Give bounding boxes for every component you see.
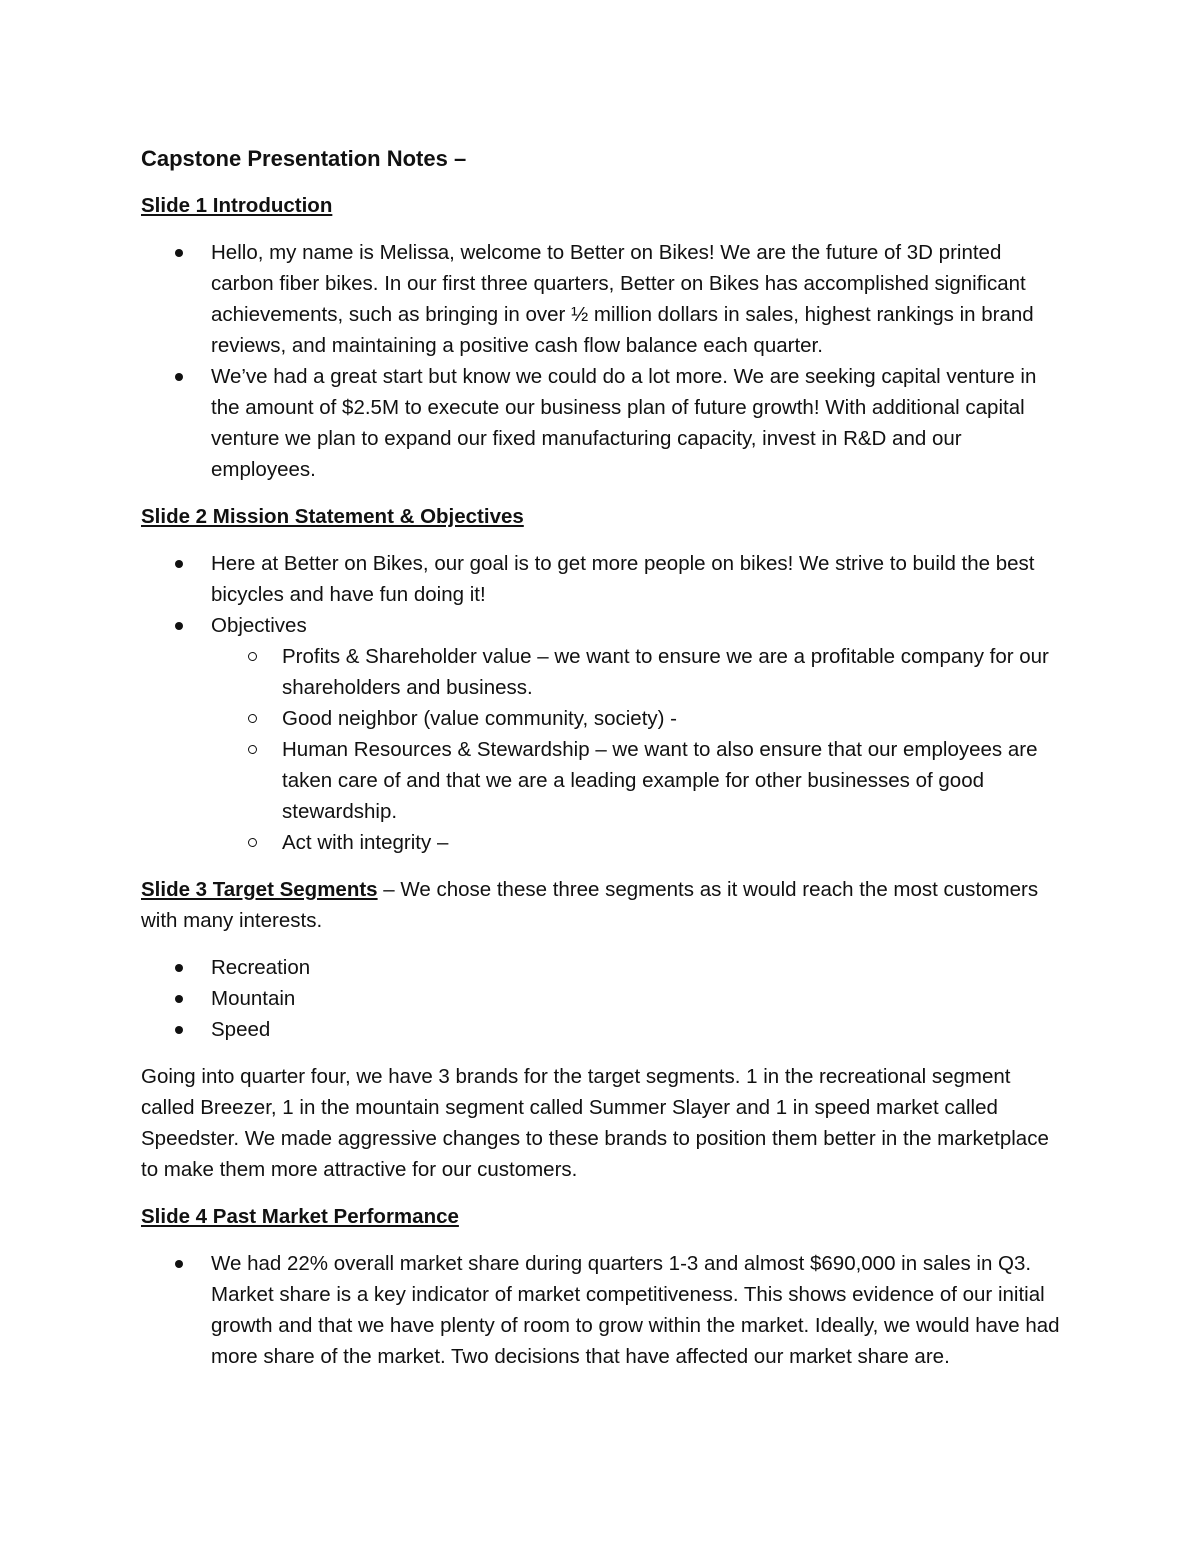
slide-4-bullet-list [141, 1248, 1066, 1372]
circle-bullet-icon [248, 714, 257, 723]
circle-bullet-icon [248, 652, 257, 661]
slide-1-bullet-list [141, 237, 1066, 485]
slide-3-heading-description: – We chose these three segments as it would reach the most customers with many interests. [141, 878, 1039, 932]
bullet-icon [175, 964, 183, 972]
slide-2-heading [141, 501, 1066, 532]
slide-3-bullet-list [141, 952, 1066, 1045]
bullet-icon [175, 249, 183, 257]
list-item-text: Mountain [211, 987, 296, 1010]
bullet-icon [175, 1260, 183, 1268]
list-item-text: Here at Better on Bikes, our goal is to get more people on bikes! We strive to build the best bicycles and have fun doing it! [211, 552, 1035, 606]
list-item [141, 548, 1066, 610]
slide-4-heading-label: Slide 4 Past Market Performance [141, 1205, 459, 1228]
bullet-icon [175, 560, 183, 568]
slide-3-heading-label: Slide 3 Target Segments [141, 878, 378, 901]
list-item [141, 1014, 1066, 1045]
sub-list-item-text: Profits & Shareholder value – we want to ensure we are a profitable company for our shareholders and business. [282, 645, 1049, 699]
list-item-text: Speed [211, 1018, 271, 1041]
circle-bullet-icon [248, 745, 257, 754]
sub-list-item [211, 641, 1066, 703]
list-item [141, 952, 1066, 983]
list-item-text: We had 22% overall market share during quarters 1-3 and almost $690,000 in sales in Q3. Market share is a key indicator of market competitiveness. This shows evidence of our initial growth and that we have plenty of room to grow within the market. Ideally, we would have had more share of the market. Two decisions that have affected our market share are. [211, 1252, 1060, 1368]
slide-2-bullet-list [141, 548, 1066, 858]
slide-1-heading-label: Slide 1 Introduction [141, 194, 333, 217]
bullet-icon [175, 373, 183, 381]
sub-list-item [211, 703, 1066, 734]
bullet-icon [175, 995, 183, 1003]
list-item [141, 983, 1066, 1014]
slide-3-paragraph: Going into quarter four, we have 3 brands for the target segments. 1 in the recreational segment called Breezer, 1 in the mountain segment called Summer Slayer and 1 in speed market called Speedster. We made aggressive changes to these brands to position them better in the marketplace to make them more attractive for our customers. [141, 1065, 1049, 1181]
document-body [141, 143, 1066, 1388]
sub-list-item-text: Good neighbor (value community, society) - [282, 707, 677, 730]
sub-list-item-text: Human Resources & Stewardship – we want to also ensure that our employees are taken care of and that we are a leading example for other businesses of good stewardship. [282, 738, 1038, 823]
sub-list-item [211, 734, 1066, 827]
bullet-icon [175, 622, 183, 630]
list-item [141, 1248, 1066, 1372]
list-item-text: Objectives [211, 614, 307, 637]
list-item [141, 610, 1066, 858]
document-title: Capstone Presentation Notes – [141, 146, 467, 171]
slide-4-heading [141, 1201, 1066, 1232]
objectives-sub-list [211, 641, 1066, 858]
list-item-text: Recreation [211, 956, 311, 979]
slide-1-heading [141, 190, 1066, 221]
slide-2-heading-label: Slide 2 Mission Statement & Objectives [141, 505, 524, 528]
circle-bullet-icon [248, 838, 257, 847]
list-item-text: We’ve had a great start but know we could do a lot more. We are seeking capital venture in the amount of $2.5M to execute our business plan of future growth! With additional capital venture we plan to expand our fixed manufacturing capacity, invest in R&D and our employees. [211, 365, 1037, 481]
list-item-text: Hello, my name is Melissa, welcome to Better on Bikes! We are the future of 3D printed carbon fiber bikes. In our first three quarters, Better on Bikes has accomplished significant achievements, such as bringing in over ½ million dollars in sales, highest rankings in brand reviews, and maintaining a positive cash flow balance each quarter. [211, 241, 1034, 357]
list-item [141, 237, 1066, 361]
list-item [141, 361, 1066, 485]
sub-list-item-text: Act with integrity – [282, 831, 449, 854]
bullet-icon [175, 1026, 183, 1034]
sub-list-item [211, 827, 1066, 858]
slide-3-heading [141, 874, 1066, 936]
